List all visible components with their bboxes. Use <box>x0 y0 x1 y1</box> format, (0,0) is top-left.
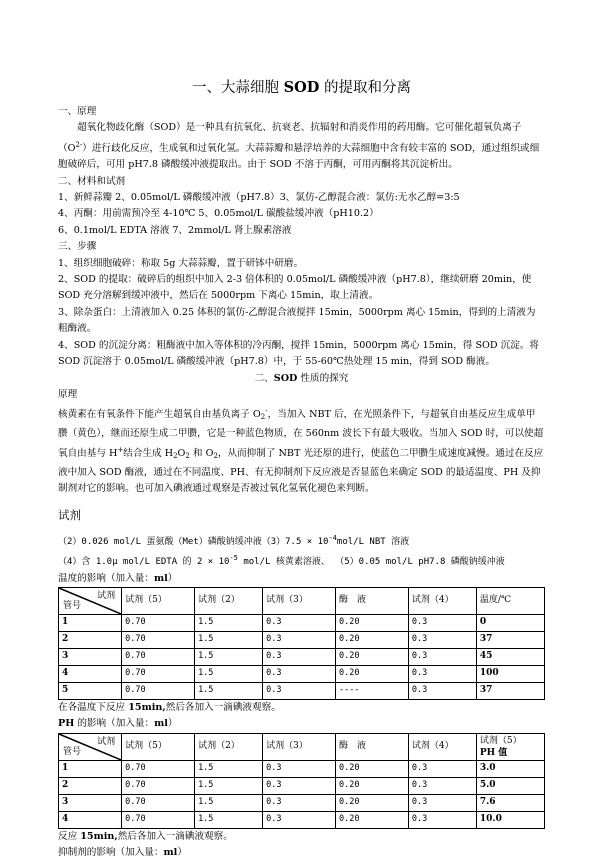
table-cell: 0.3 <box>408 777 476 794</box>
table-cell: 0.70 <box>122 631 195 648</box>
inhibitor-caption: 抑制剂的影响（加入量：ml） <box>58 847 187 859</box>
table-header-cell: 试剂（5） <box>122 733 195 760</box>
table-cell: 0.3 <box>263 631 336 648</box>
condition-cell: 37 <box>476 631 544 648</box>
table-header-cell: 试剂（5） PH 值 <box>476 733 544 760</box>
condition-cell: 7.6 <box>476 794 544 811</box>
table-header-cell: 酶 液 <box>335 587 408 614</box>
table-cell: 0.20 <box>335 811 408 828</box>
table-cell: 0.3 <box>263 811 336 828</box>
temp-table-note: 在各温度下反应 15min,然后各加入一滴碘液观察。 <box>58 701 281 713</box>
table-cell: 0.3 <box>408 614 476 631</box>
tube-number-cell: 3 <box>59 794 122 811</box>
step-item: 1、组织细胞破碎：称取 5g 大蒜蒜瓣，置于研钵中研磨。 <box>58 257 304 269</box>
table-cell: 1.5 <box>195 794 263 811</box>
table-cell: 0.3 <box>408 648 476 665</box>
table-cell: 0.3 <box>263 794 336 811</box>
page-title: 一、大蒜细胞 SOD 的提取和分离 <box>192 79 411 96</box>
table-diagonal-header: 试剂 管号 <box>59 733 122 760</box>
table-header-cell: 试剂（3） <box>263 587 336 614</box>
table-header-cell: 试剂（4） <box>408 587 476 614</box>
condition-cell: 100 <box>476 665 544 682</box>
table-header-cell: 试剂（3） <box>263 733 336 760</box>
table-header-cell: 试剂（5） <box>122 587 195 614</box>
table-cell: 1.5 <box>195 648 263 665</box>
step-item: 3、除杂蛋白：上清液加入 0.25 体积的氯仿-乙醇混合液搅拌 15min，5000rpm 离心 15min，得到的上清液为粗酶液。 <box>58 306 536 335</box>
table-cell: 0.70 <box>122 777 195 794</box>
table-header-cell: 试剂（4） <box>408 733 476 760</box>
reagents-heading: 试剂 <box>58 508 81 523</box>
table-row <box>59 682 545 699</box>
table-cell: 0.3 <box>408 760 476 777</box>
table-cell: 0.3 <box>408 811 476 828</box>
table-row <box>59 794 545 811</box>
step-item: 4、SOD 的沉淀分离：粗酶液中加入等体积的冷丙酮，搅拌 15min，5000rpm 离心 15min，得 SOD 沉淀。将 SOD 沉淀溶于 0.05mol/L 磷酸缓冲液（pH7.8）中，于 55-60℃热处理 15 min，得到 SOD 酶液。 <box>58 339 540 368</box>
materials-heading: 二、材料和试剂 <box>58 175 126 187</box>
table-cell: 0.3 <box>408 665 476 682</box>
table-row <box>59 614 545 631</box>
table-cell: 1.5 <box>195 631 263 648</box>
table-cell: 0.20 <box>335 631 408 648</box>
table-row <box>59 811 545 828</box>
condition-cell: 0 <box>476 614 544 631</box>
tube-number-cell: 5 <box>59 682 122 699</box>
table-cell: 0.70 <box>122 760 195 777</box>
table-cell: 0.70 <box>122 614 195 631</box>
table-cell: 0.70 <box>122 682 195 699</box>
table-cell: ---- <box>335 682 408 699</box>
table-header-cell: 试剂（2） <box>195 587 263 614</box>
tube-number-cell: 1 <box>59 614 122 631</box>
tube-number-cell: 2 <box>59 631 122 648</box>
materials-line: 6、0.1mol/L EDTA 溶液 7、2mmol/L 肾上腺素溶液 <box>58 224 292 236</box>
table-cell: 0.20 <box>335 794 408 811</box>
table-cell: 0.3 <box>263 777 336 794</box>
table-cell: 0.3 <box>263 665 336 682</box>
principle-paragraph: 超氧化物歧化酶（SOD）是一种具有抗氧化、抗衰老、抗辐射和消炎作用的药用酶。它可催化超氧负离子$(O^{2-})$进行歧化反应，生成氧和过氧化氢。大蒜蒜瓣和悬浮培养的大蒜细胞中含有较丰富的 SOD，通过组织或细胞破碎后，可用 pH7.8 磷酸缓冲液提取出。由于 SOD 不溶于丙酮，可用丙酮将其沉淀析出。 <box>58 122 540 171</box>
temperature-table <box>58 587 545 700</box>
table-cell: 0.70 <box>122 794 195 811</box>
table-row <box>59 760 545 777</box>
table-cell: 1.5 <box>195 811 263 828</box>
table-row <box>59 631 545 648</box>
table-diagonal-header: 试剂 管号 <box>59 587 122 614</box>
table-row <box>59 665 545 682</box>
condition-cell: 37 <box>476 682 544 699</box>
table-cell: 0.70 <box>122 648 195 665</box>
table-row <box>59 648 545 665</box>
table-cell: 0.20 <box>335 760 408 777</box>
tube-number-cell: 2 <box>59 777 122 794</box>
step-item: 2、SOD 的提取：破碎后的组织中加入 2-3 倍体积的 0.05mol/L 磷酸缓冲液（pH7.8），继续研磨 20min，使 SOD 充分溶解到缓冲液中，然后在 5000rpm 下离心 15min，取上清液。 <box>58 274 532 302</box>
condition-cell: 5.0 <box>476 777 544 794</box>
tube-number-cell: 1 <box>59 760 122 777</box>
table-cell: 1.5 <box>195 682 263 699</box>
condition-cell: 10.0 <box>476 811 544 828</box>
table-cell: 0.3 <box>408 794 476 811</box>
materials-line: 4、丙酮：用前需预冷至 4-10℃ 5、0.05mol/L 碳酸盐缓冲液（pH10.2） <box>58 208 379 220</box>
steps-heading: 三、步骤 <box>58 241 97 253</box>
reagents-line: （2）0.026 mol/L 蛋氨酸（Met）磷酸钠缓冲液$(3)7.5 \times 10^{-4}mol/L$ NBT 溶液 <box>58 533 410 547</box>
principle-heading: 一、原理 <box>58 106 97 117</box>
tube-number-cell: 4 <box>59 665 122 682</box>
table-cell: 1.5 <box>195 665 263 682</box>
table-cell: 0.70 <box>122 665 195 682</box>
ph-table-note: 反应 15min,然后各加入一滴碘液观察。 <box>58 830 233 842</box>
table-cell: 0.20 <box>335 777 408 794</box>
table-header-cell: 酶 液 <box>335 733 408 760</box>
table-cell: 0.20 <box>335 614 408 631</box>
table-cell: 0.3 <box>263 614 336 631</box>
temp-table-caption: 温度的影响（加入量：ml） <box>58 572 178 584</box>
principle2-paragraph: 核黄素在有氧条件下能产生超氧自由基负离子 $O_2^-$，当加入 NBT 后，在光照条件下，与超氧自由基反应生成单甲臜（黄色），继而还原生成二甲臜，它是一种蓝色物质，在 560nm 波长下有最大吸收。当加入 SOD 时，可以使超氧自由基与 H+结合生成 $H_2O_2$ 和 $O_2$，从而抑制了 NBT 光还原的进行，使蓝色二甲臜生成速度减慢。通过在反应液中加入 SOD 酶液，通过在不同温度、PH、有无抑制剂下反应液是否显蓝色来确定 SOD 的最适温度、PH 及抑制剂对它的影响。也可加入碘液通过观察是否被过氧化氢氧化褪色来判断。 <box>58 407 544 494</box>
table-cell: 1.5 <box>195 760 263 777</box>
tube-number-cell: 3 <box>59 648 122 665</box>
principle2-heading: 原理 <box>58 388 78 400</box>
table-cell: 0.20 <box>335 648 408 665</box>
materials-line: 1、新鲜蒜瓣 2、0.05mol/L 磷酸缓冲液（pH7.8）3、氯仿-乙醇混合液：氯仿:无水乙醇=3:5 <box>58 192 460 204</box>
table-header-cell: 温度/℃ <box>476 587 544 614</box>
table-cell: 1.5 <box>195 777 263 794</box>
condition-cell: 3.0 <box>476 760 544 777</box>
ph-table-caption: PH 的影响（加入量：ml） <box>58 718 178 730</box>
table-cell: 0.3 <box>263 682 336 699</box>
reagents-line: （4）含 1.0μ mol/L EDTA 的 $2 \times 10^{-5}$ mol/L 核黄素溶液、 （5）0.05 mol/L pH7.8 磷酸钠缓冲液 <box>58 554 505 568</box>
table-cell: 1.5 <box>195 614 263 631</box>
table-cell: 0.3 <box>408 682 476 699</box>
table-row <box>59 777 545 794</box>
ph-table <box>58 733 545 829</box>
table-cell: 0.3 <box>263 648 336 665</box>
table-cell: 0.20 <box>335 665 408 682</box>
section-heading: 二、SOD 性质的探究 <box>254 372 349 384</box>
condition-cell: 45 <box>476 648 544 665</box>
tube-number-cell: 4 <box>59 811 122 828</box>
table-header-cell: 试剂（2） <box>195 733 263 760</box>
table-cell: 0.3 <box>263 760 336 777</box>
table-cell: 0.3 <box>408 631 476 648</box>
table-cell: 0.70 <box>122 811 195 828</box>
